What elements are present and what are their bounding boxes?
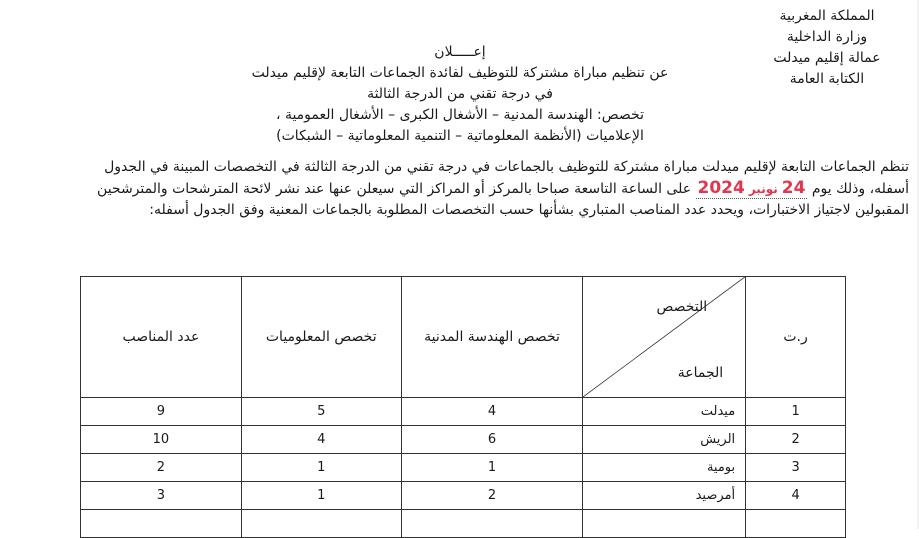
table-row bbox=[81, 454, 846, 482]
title-line-1: عن تنظيم مباراة مشتركة للتوظيف لفائدة الجماعات التابعة لإقليم ميدلت bbox=[251, 65, 669, 81]
title-line-2: في درجة تقني من الدرجة الثالثة bbox=[367, 86, 553, 102]
header-total-posts: عدد المناصب bbox=[81, 277, 242, 398]
row-total: 2 bbox=[81, 454, 242, 482]
table-header-row bbox=[81, 277, 846, 398]
body-paragraph-1: تنظم الجماعات التابعة لإقليم ميدلت مباراة مشتركة للتوظيف بالجماعات في درجة تقني من الدرجة الثالثة في التخصصات المبينة في الجدول bbox=[104, 159, 909, 175]
org-line-kingdom: المملكة المغربية bbox=[779, 8, 875, 24]
row-total: 3 bbox=[81, 482, 242, 510]
row-index: 2 bbox=[746, 426, 846, 454]
row-civil: 2 bbox=[401, 482, 583, 510]
row-index: 4 bbox=[746, 482, 846, 510]
header-specialty-label: التخصص bbox=[656, 299, 708, 315]
body-paragraph-2-start: أسفله، وذلك يوم bbox=[811, 181, 909, 197]
header-index: ر.ت bbox=[746, 277, 846, 398]
row-index: 1 bbox=[746, 398, 846, 426]
header-it: تخصص المعلوميات bbox=[241, 277, 401, 398]
row-it: 4 bbox=[241, 426, 401, 454]
row-it: 5 bbox=[241, 398, 401, 426]
row-index: 3 bbox=[746, 454, 846, 482]
row-it: 1 bbox=[241, 454, 401, 482]
announcement-title bbox=[220, 42, 700, 147]
org-line-ministry: وزارة الداخلية bbox=[786, 29, 868, 45]
header-civil-engineering: تخصص الهندسة المدنية bbox=[401, 277, 583, 398]
row-it: 1 bbox=[241, 482, 401, 510]
header-commune-specialty bbox=[583, 277, 746, 398]
announcement-heading: إعـــــلان bbox=[434, 44, 486, 60]
title-line-3: تخصص: الهندسة المدنية – الأشغال الكبرى – الأشغال العمومية ، bbox=[275, 107, 644, 123]
title-line-4: الإعلاميات (الأنظمة المعلوماتية – التنمية المعلوماتية – الشبكات) bbox=[276, 128, 644, 144]
row-total: 9 bbox=[81, 398, 242, 426]
exam-date-stamp bbox=[696, 178, 808, 199]
body-paragraph-2-end: على الساعة التاسعة صباحا بالمركز أو المراكز التي سيعلن عنها عند نشر لائحة المترشحات والمترشحين bbox=[97, 181, 692, 197]
exam-date-day: 24 bbox=[781, 178, 806, 198]
table-row-partial bbox=[81, 510, 846, 538]
body-paragraph-2 bbox=[6, 178, 909, 200]
row-commune: الريش bbox=[583, 426, 746, 454]
table-row bbox=[81, 482, 846, 510]
row-civil: 6 bbox=[401, 426, 583, 454]
body-paragraph-3: المقبولين لاجتياز الاختبارات، ويحدد عدد المناصب المتباري بشأنها حسب التخصصات المطلوبة بالجماعات المعنية وفق الجدول أسفله: bbox=[149, 202, 909, 218]
header-commune-label: الجماعة bbox=[677, 365, 724, 381]
table-row bbox=[81, 398, 846, 426]
row-commune: ميدلت bbox=[583, 398, 746, 426]
row-civil: 1 bbox=[401, 454, 583, 482]
exam-date-month: نونبر bbox=[748, 182, 778, 196]
org-line-secretariat: الكتابة العامة bbox=[789, 71, 865, 87]
table-row bbox=[81, 426, 846, 454]
announcement-body bbox=[6, 157, 909, 221]
row-civil: 4 bbox=[401, 398, 583, 426]
positions-table bbox=[80, 276, 846, 538]
row-commune: أمرصيد bbox=[583, 482, 746, 510]
org-line-prefecture: عمالة إقليم ميدلت bbox=[773, 50, 881, 66]
row-commune: بومية bbox=[583, 454, 746, 482]
exam-date-year: 2024 bbox=[697, 178, 745, 198]
row-total: 10 bbox=[81, 426, 242, 454]
organization-header bbox=[757, 6, 897, 90]
